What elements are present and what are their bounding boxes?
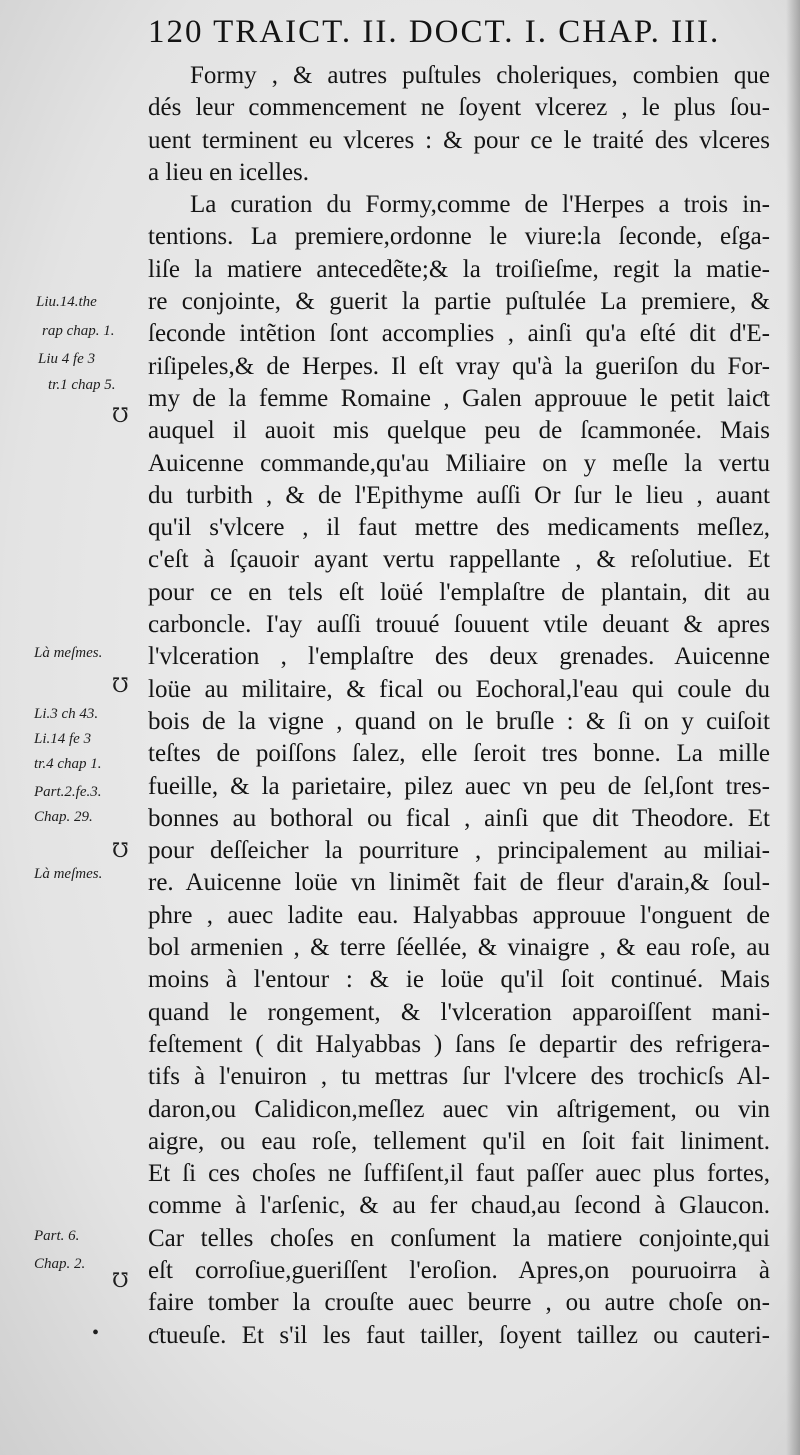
- text-line: re conjointe, & guerit la partie puſtulée La premiere, &: [148, 288, 770, 316]
- text-line: auquel il auoit mis quelque peu de ſcammonée. Mais: [148, 417, 770, 445]
- margin-note: rap chap. 1.: [42, 323, 115, 339]
- page-edge: [786, 0, 800, 1455]
- text-line: Formy , & autres puſtules choleriques, combien que: [190, 62, 770, 89]
- text-line: ƈtueuſe. Et s'il les faut tailler, ſoyent taillez ou cauteri-: [148, 1321, 770, 1349]
- text-line: qu'il s'vlcere , il faut mettre des medicaments meſlez,: [148, 514, 770, 542]
- text-line: dés leur commencement ne ſoyent vlcerez , le plus ſou-: [148, 94, 770, 122]
- text-line: Auicenne commande,qu'au Miliaire on y meſle la vertu: [148, 449, 770, 477]
- text-line: Car telles choſes en conſument la matiere conjointe,qui: [148, 1224, 770, 1252]
- margin-note: Li.3 ch 43.: [34, 706, 99, 722]
- text-line: liſe la matiere antecedẽte;& la troiſieſme, regit la matie-: [148, 255, 770, 283]
- text-line: tentions. La premiere,ordonne le viure:la ſeconde, eſga-: [148, 223, 770, 251]
- text-line: phre , auec ladite eau. Halyabbas approuue l'onguent de: [148, 901, 770, 929]
- text-line: tifs à l'enuiron , tu mettras ſur l'vlcere des trochicſs Al-: [148, 1063, 770, 1091]
- text-line: a lieu en icelles.: [148, 158, 310, 186]
- margin-note: Part. 6.: [34, 1228, 80, 1244]
- text-line: re. Auicenne loüe vn linimẽt fait de fleur d'arain,& ſoul-: [148, 869, 770, 897]
- margin-mark-icon: ℧: [112, 840, 129, 862]
- body-text: [148, 60, 770, 1352]
- text-line: fueille, & la parietaire, pilez auec vn peu de ſel,ſont tres-: [148, 772, 770, 800]
- text-line: La curation du Formy,comme de l'Herpes a trois in-: [190, 191, 770, 219]
- text-line: riſipeles,& de Herpes. Il eſt vray qu'à la gueriſon du For-: [148, 352, 770, 380]
- margin-note: tr.4 chap 1.: [34, 756, 102, 772]
- text-line: l'vlceration , l'emplaſtre des deux grenades. Auicenne: [148, 643, 770, 671]
- text-line: moins à l'entour : & ie loüe qu'il ſoit continué. Mais: [148, 966, 770, 994]
- text-line: teſtes de poiſſons ſalez, elle ſeroit tres bonne. La mille: [148, 740, 770, 768]
- text-line: feſtement ( dit Halyabbas ) ſans ſe departir des refrigera-: [148, 1030, 770, 1058]
- text-line: aigre, ou eau roſe, tellement qu'il en ſoit fait liniment.: [148, 1127, 770, 1155]
- text-line: uent terminent eu vlceres : & pour ce le traité des vlceres: [148, 126, 770, 154]
- margin-note: Chap. 29.: [34, 809, 93, 825]
- margin-mark-icon: ℧: [112, 1270, 129, 1292]
- text-line: bois de la vigne , quand on le bruſle : & ſi on y cuiſoit: [148, 707, 770, 735]
- text-line: faire tomber la crouſte auec beurre , ou autre choſe on-: [148, 1289, 770, 1317]
- text-line: pour deſſeicher la pourriture , principalement au miliai-: [148, 837, 770, 865]
- text-line: daron,ou Calidicon,meſlez auec vin aſtrigement, ou vin: [148, 1095, 770, 1123]
- bullet-icon: •: [92, 1322, 100, 1344]
- text-line: eſt corroſiue,gueriſſent l'eroſion. Apres,on pouruoirra à: [148, 1256, 770, 1284]
- margin-note: tr.1 chap 5.: [48, 377, 116, 393]
- margin-note: Part.2.fe.3.: [34, 784, 102, 800]
- margin-mark-icon: ℧: [112, 405, 129, 427]
- text-line: Et ſi ces choſes ne ſuffiſent,il faut paſſer auec plus fortes,: [148, 1160, 770, 1188]
- text-line: my de la femme Romaine , Galen approuue le petit laiƈt: [148, 384, 770, 412]
- margin-note: Liu.14.the: [36, 294, 97, 310]
- text-line: pour ce en tels eſt loüé l'emplaſtre de plantain, dit au: [148, 578, 770, 606]
- text-line: ſeconde intẽtion ſont accomplies , ainſi qu'a eſté dit d'E-: [148, 320, 770, 348]
- text-line: comme à l'arſenic, & au fer chaud,au ſecond à Glaucon.: [148, 1192, 770, 1220]
- margin-notes: [0, 0, 148, 1455]
- margin-note: Liu 4 fe 3: [38, 351, 96, 367]
- text-line: bonnes au bothoral ou fical , ainſi que dit Theodore. Et: [148, 804, 770, 832]
- margin-mark-icon: ℧: [112, 675, 129, 697]
- text-line: c'eſt à ſçauoir ayant vertu rappellante , & reſolutiue. Et: [148, 546, 770, 574]
- text-line: loüe au militaire, & fical ou Eochoral,l'eau qui coule du: [148, 675, 770, 703]
- margin-note: Chap. 2.: [34, 1256, 86, 1272]
- text-line: carboncle. I'ay auſſi trouué ſouuent vtile deuant & apres: [148, 611, 770, 639]
- text-line: bol armenien , & terre ſéellée, & vinaigre , & eau roſe, au: [148, 934, 770, 962]
- text-line: quand le rongement, & l'vlceration apparoiſſent mani-: [148, 998, 770, 1026]
- running-head: 120 TRAICT. II. DOCT. I. CHAP. III.: [148, 14, 721, 50]
- margin-note: Li.14 fe 3: [34, 731, 92, 747]
- margin-note: Là meſmes.: [34, 866, 103, 882]
- margin-note: Là meſmes.: [34, 645, 103, 661]
- text-line: du turbith , & de l'Epithyme auſſi Or ſur le lieu , auant: [148, 481, 770, 509]
